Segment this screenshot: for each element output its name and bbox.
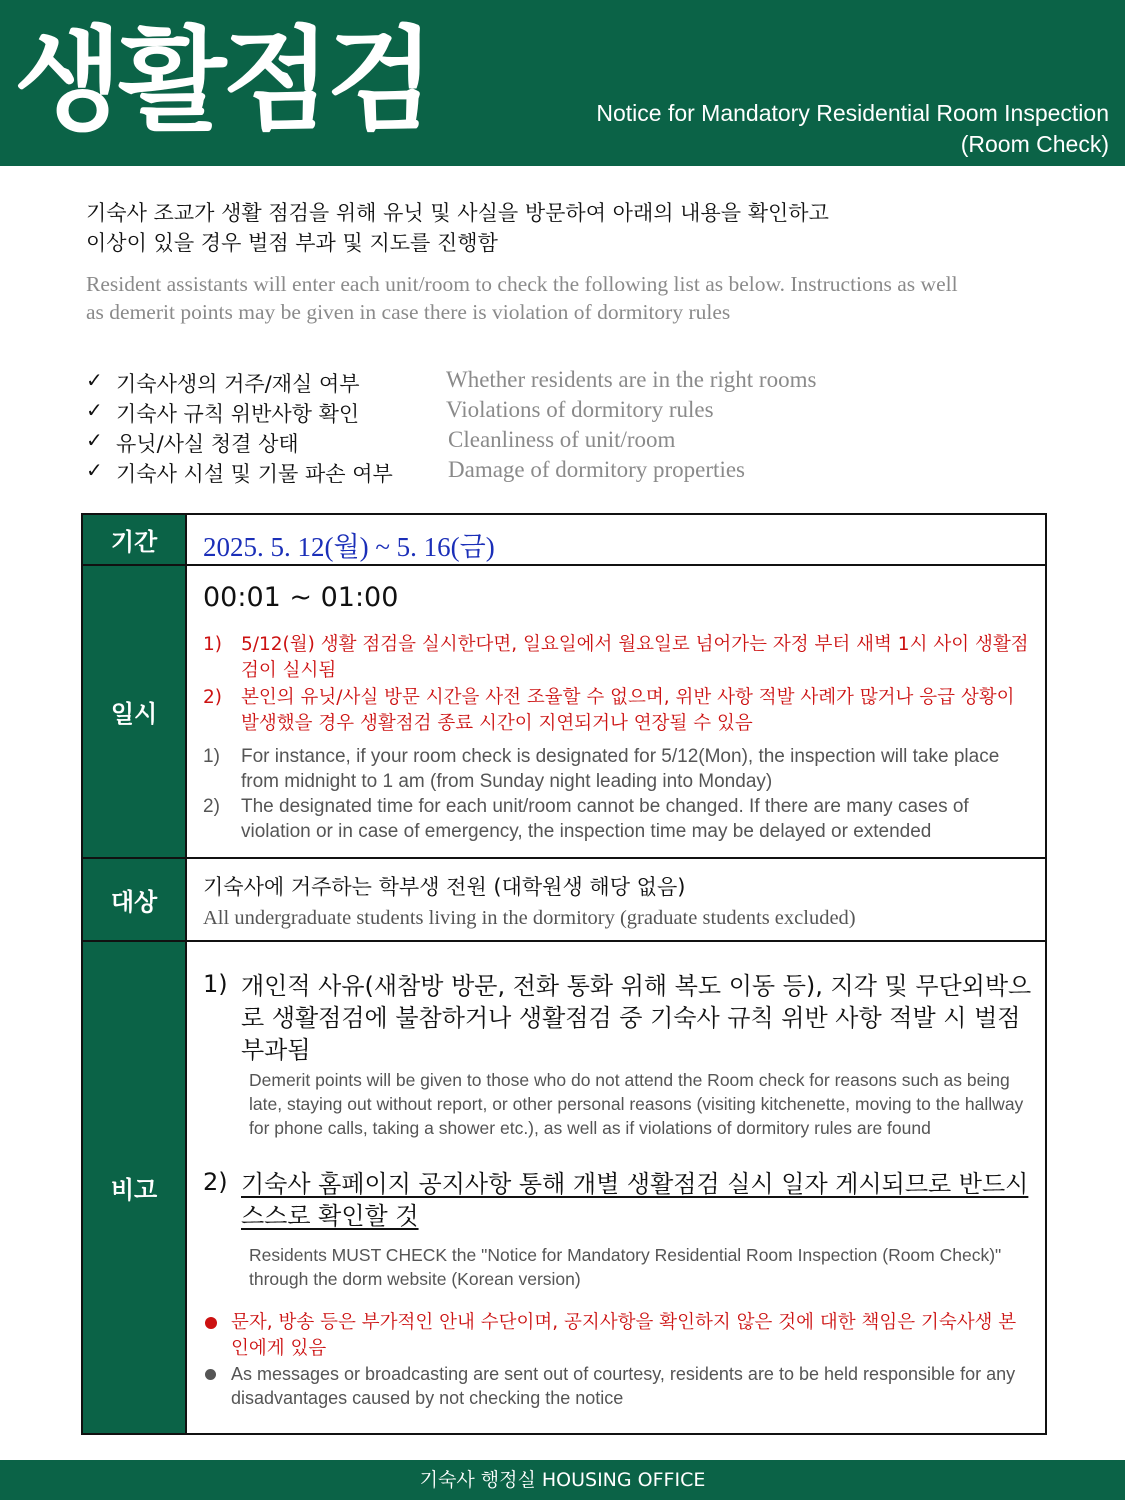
page-title: 생활점검: [14, 16, 431, 146]
page-subtitle: [596, 98, 1109, 160]
remark-english: Residents MUST CHECK the "Notice for Mandatory Residential Room Inspection (Room Check)" through the dorm website (Korean version): [249, 1245, 1002, 1289]
checklist-english: Damage of dormitory properties: [448, 457, 745, 482]
bullet-english: [203, 1362, 1033, 1410]
checklist-english: Whether residents are in the right rooms: [446, 367, 817, 392]
note-number: 1): [203, 746, 220, 767]
checklist-item: [86, 366, 986, 396]
checklist-item: [86, 456, 986, 486]
note-number: 1): [203, 634, 222, 655]
footer-bar: [0, 1460, 1125, 1500]
note-text: The designated time for each unit/room cannot be changed. If there are many cases of violation or in case of emergency, the inspection time may be delayed or extended: [241, 796, 969, 842]
time-row: [83, 566, 1045, 859]
note-number: 2): [203, 687, 222, 708]
remark-number: 1): [203, 970, 228, 998]
period-label: 기간: [83, 515, 187, 564]
checklist-english: Cleanliness of unit/room: [448, 427, 676, 452]
intro-english: Resident assistants will enter each unit/room to check the following list as below. Instructions as well as demerit points may be given in case there is violation of dormitory rules: [86, 272, 958, 324]
remarks-content: [187, 942, 1045, 1433]
intro-korean: [86, 198, 986, 258]
remark-english: Demerit points will be given to those who do not attend the Room check for reasons such as being late, staying out without report, or other personal reasons (visiting kitchenette, moving to the hallway for phone calls, taking a shower etc.), as well as if violations of dormitory rules are found: [249, 1070, 1024, 1138]
header-banner: [0, 0, 1125, 166]
target-content: [187, 859, 1045, 940]
remark-korean: 개인적 사유(새참방 방문, 전화 통화 위해 복도 이동 등), 지각 및 무단외박으로 생활점검에 불참하거나 생활점검 중 기숙사 규칙 위반 사항 적발 시 벌점 부과됨: [241, 972, 1032, 1064]
remark-korean: 기숙사 홈페이지 공지사항 통해 개별 생활점검 실시 일자 게시되므로 반드시 스스로 확인할 것: [241, 1170, 1029, 1230]
note-number: 2): [203, 796, 220, 817]
remark-number: 2): [203, 1168, 228, 1196]
time-note-english: [203, 794, 1029, 844]
target-row: [83, 859, 1045, 942]
checkmark-icon: ✓: [86, 428, 103, 452]
checklist-korean: 기숙사 규칙 위반사항 확인: [116, 402, 360, 426]
bullet-text: As messages or broadcasting are sent out of courtesy, residents are to be held responsible for any disadvantages caused by not checking the notice: [231, 1364, 1016, 1408]
target-label: 대상: [83, 859, 187, 940]
time-content: [187, 566, 1045, 857]
time-note-korean: [203, 632, 1029, 684]
remark-item: [203, 1168, 1033, 1232]
checkmark-icon: ✓: [86, 368, 103, 392]
subtitle-line-2: (Room Check): [960, 131, 1109, 157]
target-english: All undergraduate students living in the dormitory (graduate students excluded): [203, 907, 856, 929]
checkmark-icon: ✓: [86, 458, 103, 482]
remarks-row: [83, 942, 1045, 1433]
checklist-item: [86, 426, 986, 456]
time-value: 00:01 ~ 01:00: [203, 582, 399, 613]
bullet-dot-icon: [205, 1317, 217, 1329]
time-note-korean: [203, 685, 1029, 737]
time-note-english: [203, 744, 1029, 794]
period-row: [83, 515, 1045, 566]
checkmark-icon: ✓: [86, 398, 103, 422]
note-text: 5/12(월) 생활 점검을 실시한다면, 일요일에서 월요일로 넘어가는 자정 부터 새벽 1시 사이 생활점검이 실시됨: [241, 634, 1029, 681]
intro-korean-line-2: 이상이 있을 경우 벌점 부과 및 지도를 진행함: [86, 231, 498, 255]
checklist: [86, 366, 986, 486]
footer-text: 기숙사 행정실 HOUSING OFFICE: [419, 1469, 706, 1491]
checklist-korean: 기숙사생의 거주/재실 여부: [116, 372, 360, 396]
remarks-label: 비고: [83, 942, 187, 1433]
checklist-korean: 유닛/사실 청결 상태: [116, 432, 299, 456]
checklist-english: Violations of dormitory rules: [446, 397, 714, 422]
info-table: [81, 513, 1047, 1435]
bullet-korean: [203, 1310, 1033, 1362]
target-korean: 기숙사에 거주하는 학부생 전원 (대학원생 해당 없음): [203, 875, 686, 899]
checklist-item: [86, 396, 986, 426]
period-content: [187, 515, 1045, 564]
checklist-korean: 기숙사 시설 및 기물 파손 여부: [116, 462, 393, 486]
remark-item: [203, 970, 1033, 1066]
bullet-dot-icon: [205, 1369, 216, 1380]
time-label: 일시: [83, 566, 187, 857]
bullet-text: 문자, 방송 등은 부가적인 안내 수단이며, 공지사항을 확인하지 않은 것에 대한 책임은 기숙사생 본인에게 있음: [231, 1312, 1017, 1359]
note-text: 본인의 유닛/사실 방문 시간을 사전 조율할 수 없으며, 위반 사항 적발 사례가 많거나 응급 상황이 발생했을 경우 생활점검 종료 시간이 지연되거나 연장될 수 있음: [241, 687, 1015, 734]
subtitle-line-1: Notice for Mandatory Residential Room Inspection: [596, 100, 1109, 126]
intro-korean-line-1: 기숙사 조교가 생활 점검을 위해 유닛 및 사실을 방문하여 아래의 내용을 확인하고: [86, 201, 829, 225]
period-value: 2025. 5. 12(월) ~ 5. 16(금): [203, 532, 495, 562]
note-text: For instance, if your room check is designated for 5/12(Mon), the inspection will take place from midnight to 1 am (from Sunday night leading into Monday): [241, 746, 1000, 792]
